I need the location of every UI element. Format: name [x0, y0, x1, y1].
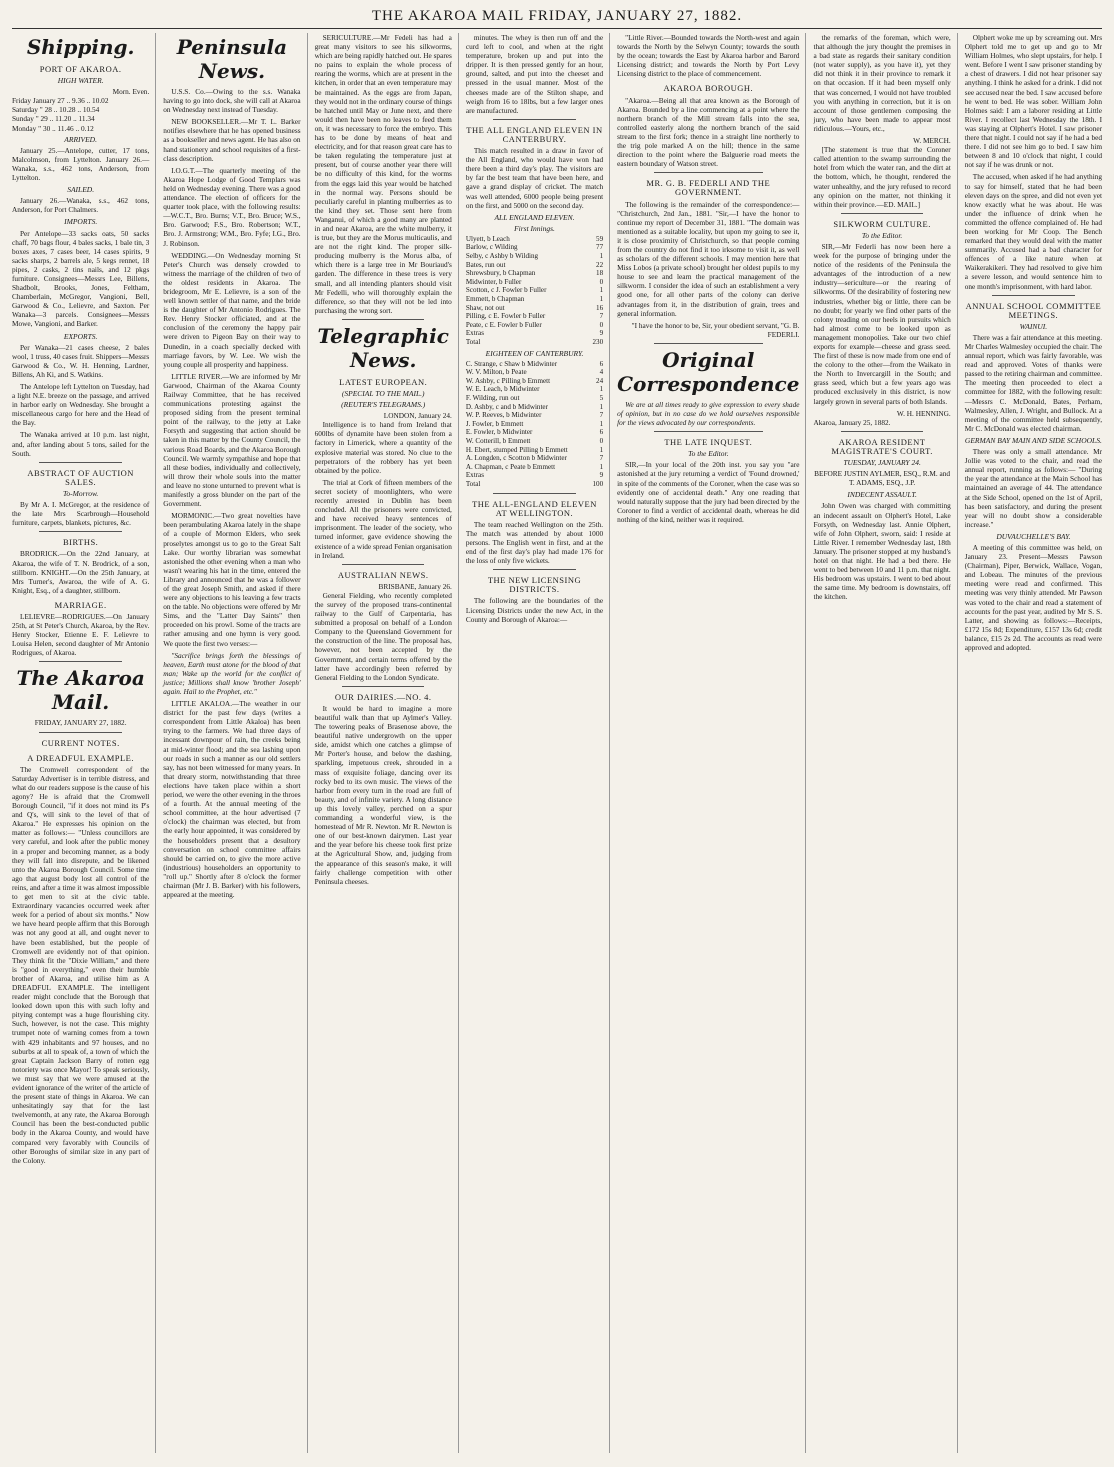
- player-name: W. P. Reeves, b Midwinter: [465, 411, 542, 420]
- divider: [493, 569, 575, 570]
- player-score: 7: [599, 454, 604, 463]
- sericulture-text: SERICULTURE.—Mr Fedeli has had a great many visitors to see his silkworms, which are being rapidly hatched out. He spares no pains to explain the whole process of rearing the worms, which are at present in the kitchen, in order that an even temperature may be maintained. As the eggs are from Japan, they would not in the ordinary course of things be hatched until May or June next, and there would then have been no leaves to feed them on, it was necessary to force the embryo. This has to be done by means of heat and electricity, and for that reason great care has to be taken regulating the temperature just at present, but of course another year there will be no difficulty of this kind, for the worms from the eggs laid this year would be hatched in the normal way. Persons should be peculiarly careful in planting mulberries as to the kind they set. Those sent here from Wanganui, of which a good many are planted in and near Akaroa, are the white mulberry, it is true, but they are the Morus multicaulis, and are not the right kind. The proper silk-producing mulberry is the Morus alba, of which there is a large tree in Mr Bouriaud's garden. The difference in these trees is very small, and all intending planters should visit Mr Fedelli, who will thoroughly explain the difference, so that they will not be led into purchasing the wrong sort.: [314, 33, 452, 315]
- eleven-text: This match resulted in a draw in favor of the All England, who would have won had there been a third day's play. The visitors are by far the best team that have been here, and gave a grand display of cricket. The match was well attended, 6000 people being present on the first, and 5000 on the second day.: [465, 146, 604, 210]
- player-score: 5: [599, 394, 604, 403]
- court-text: John Owen was charged with committing an indecent assault on Olphert's Hotel, Lake Forsyth, on Wednesday last. Annie Olphert, wife of John Olphert, sworn, said: I reside at Little River. I remember Wednesday last, 18th January. The prisoner stopped at my husband's hotel on that night. He had a bed there. He went to bed between 10 and 11 p.m. that night. His bedroom was upstairs. I went to bed about the same time. My bedroom is downstairs, off the kitchen.: [813, 501, 951, 602]
- dairies-heading: OUR DAIRIES.—NO. 4.: [334, 691, 432, 702]
- hymn-verses: "Sacrifice brings forth the blessings of heaven, Earth must atone for the blood of that man; Wake up the world for the conflict of justice; Millions shall know 'brother Joseph' again. Hail to the Prophet, etc.": [163, 650, 301, 696]
- tide-heading: HIGH WATER.: [57, 76, 104, 86]
- news-item: I.O.G.T.—The quarterly meeting of the Akaroa Hope Lodge of Good Templars was held on Wednesday evening. There was a good attendance. The election of officers for the quarter took place, with the following results:—W.C.T., Bro. Burns; V.T., Bro. Bruce; W.S., Bro. Garwood; F.S., Bro. Robertson; W.T., Bro. J. Armstrong; W.M., Bro. Fyfe; I.G., Bro. J. Robinson.: [163, 165, 301, 248]
- divider: [493, 119, 575, 120]
- player-name: J. Fowler, b Emmett: [465, 419, 524, 428]
- column-6: [813, 33, 957, 1453]
- court-heading: AKAROA RESIDENT MAGISTRATE'S COURT.: [831, 436, 933, 456]
- player-name: Ulyett, b Leach: [465, 234, 510, 243]
- score-row: [466, 261, 603, 270]
- player-score: 1: [599, 462, 604, 471]
- player-name: Bates, run out: [465, 260, 506, 269]
- score-row: [466, 437, 603, 446]
- issue-date: FRIDAY, JANUARY 27, 1882.: [34, 718, 127, 728]
- score-row: [466, 269, 603, 278]
- player-score: 9: [599, 329, 604, 338]
- score-row: [466, 295, 603, 304]
- wanaka-text: The Wanaka arrived at 10 p.m. last night, and, after landing about 5 tons, sailed for the South.: [12, 430, 150, 458]
- court-verdict: The accused, when asked if he had anything to say for himself, stated that he had been eleven days on the spree, and did not even yet know exactly what he was about. He was under the influence of drink when he committed the offence complained of. He had been working for Mr Coop. The Bench remarked that they would deal with the matter summarily. Accused had a bad character for offences of a like nature when at Waikerakikeri. They had resolved to give him a severe lesson, and would sentence him to one month's imprisonment, with hard labor.: [964, 172, 1103, 291]
- arrived-text: January 25.—Antelope, cutter, 17 tons, Malcolmson, from Lyttelton. January 26.—Wanaka, s.s., 462 tons, Anderson, from Lyttelton.: [12, 145, 150, 183]
- player-score: 0: [599, 437, 604, 446]
- player-name: Selby, c Ashby b Wilding: [465, 252, 539, 261]
- little-river-text: "Little River.—Bounded towards the North-west and again towards the North by the Selwyn County; towards the south by the ocean; towards the East by Akaroa harbor and Barord Licensing district; and towards the North by Port Levy Licensing district to the place of commencement.: [617, 33, 800, 79]
- divider: [342, 686, 424, 687]
- tide-row: Monday " 30 .. 11.46 .. 0.12: [12, 123, 94, 133]
- imports-text: Per Antelope—33 sacks oats, 50 sacks chaff, 70 bags flour, 4 bales sacks, 1 bale tin, 3 boxes axes, 7 cases beer, 14 cases spirits, 9 sacks sharps, 2 barrels ale, 5 kegs rennet, 18 pipes, 2 casks, 2 tins nails, and 12 pkgs furniture. Consignees—Messrs Lee, Billens, Shadbolt, Brooks, Jones, Feltham, Chamberlain, McGregor, Vangioni, Bell, Garwood & Co., Lelievre, and Saxton. Per Wanaka—3 parcels. Consignees—Messrs Mowe, Vangioni, and Barker.: [12, 228, 150, 329]
- column-5: [617, 33, 806, 1453]
- player-name: F. Wilding, run out: [465, 394, 520, 403]
- australian-text: General Fielding, who recently completed the survey of the proposed trans-continental railway to the Gulf of Carpentaria, has submitted a proposal on behalf of a London Company to the Queensland Government for the construction of the line. The proposal has, however, not been accepted by the Government, and certain terms offered by the latter have accordingly been referred by General Fielding to the London Syndicate.: [314, 590, 452, 682]
- score-row: [466, 411, 603, 420]
- player-name: Extras: [465, 471, 484, 480]
- marriage-heading: MARRIAGE.: [54, 599, 107, 610]
- arrived-heading: ARRIVED.: [64, 134, 97, 144]
- divider: [841, 213, 923, 214]
- fedeli-text: The following is the remainder of the correspondence:— "Christchurch, 2nd Jan., 1881. "Sir,—I have the honor to continue my report of December 31, 1881. "The domain was mentioned as a suitable locality, but upon my going to see it, it is close proximity of Christchurch, so that people coming from the country do not find it too irksome to visit it, as well as scholars of the different schools. I may mention here that Miss Lobos (a private school) brought her oldest pupils to my house to see and learn the practical management of the silkworm. I consider the idea of such an establishment a very good one, for all other parts of the colony can derive advantages from it, in the distribution of grain, trees and general information.: [617, 199, 800, 318]
- player-name: W. E. Leach, b Midwinter: [465, 385, 540, 394]
- duvauchelle-heading: DUVAUCHELLE'S BAY.: [996, 531, 1071, 541]
- player-score: 6: [599, 359, 604, 368]
- fedeli-heading: MR. G. B. FEDERLI AND THE GOVERNMENT.: [646, 178, 771, 198]
- licensing-heading: THE NEW LICENSING DISTRICTS.: [487, 575, 582, 595]
- player-score: 4: [599, 368, 604, 377]
- player-score: 1: [599, 252, 604, 261]
- first-innings-heading: First Innings.: [514, 223, 555, 233]
- all-england-heading: ALL ENGLAND ELEVEN.: [494, 212, 575, 222]
- auction-subheading: To-Morrow.: [62, 488, 99, 498]
- exports-text: Per Wanaka—21 cases cheese, 2 bales wool, 1 truss, 40 cases fruit. Shippers—Messrs Garwood & Co., W. H. Henning, Lardner, Billens, Ah Ki, and S. Watkins.: [12, 342, 150, 379]
- german-bay-text: There was only a small attendance. Mr Jollie was voted to the chair, and read the annual report, running as follows:— "During the year the attendance at the Main School has maintained an average of 44. The attendance at the Side School, opened on the 1st of April, has been satisfactory, and during the present year will no doubt show a considerable increase.": [964, 447, 1103, 529]
- school-meetings-heading: ANNUAL SCHOOL COMMITTEE MEETINGS.: [965, 300, 1102, 320]
- births-text: BRODRICK.—On the 22nd January, at Akaroa, the wife of T. N. Brodrick, of a son, stillborn. KNIGHT.—On the 25th January, at Mrs Turner's, Awaroa, the wife of A. G. Knight, Esq., of a daughter, stillborn.: [12, 549, 150, 595]
- player-name: Peate, c E. Fowler b Fuller: [465, 320, 542, 329]
- wainui-text: There was a fair attendance at this meeting. Mr Charles Walmesley occupied the chair. The annual report, which was fairly favorable, was read and approved. Votes of thanks were passed to the retiring chairman and committee. The meeting then proceeded to elect a committee for 1882, with the following result:—Messrs C. McDonald, Bates, Perham, Walmesley, Allen, J. Wright, and Bullock. At a meeting of the committee held subsequently, Mr C. McDonald was elected chairman.: [964, 332, 1103, 433]
- score-row: [466, 471, 603, 480]
- court-bench: BEFORE JUSTIN AYLMER, ESQ., R.M. and T. ADAMS, ESQ., J.P.: [814, 469, 951, 488]
- all-england-scores: [466, 235, 603, 347]
- henning-date: Akaroa, January 25, 1882.: [813, 417, 891, 427]
- columns: [12, 33, 1102, 1453]
- score-row: [466, 463, 603, 472]
- score-row: [466, 377, 603, 386]
- score-row: [466, 446, 603, 455]
- births-heading: BIRTHS.: [62, 537, 99, 548]
- canterbury-heading: EIGHTEEN OF CANTERBURY.: [485, 348, 584, 358]
- australian-heading: AUSTRALIAN NEWS.: [337, 569, 429, 580]
- sailed-heading: SAILED.: [67, 185, 95, 195]
- score-row: [466, 304, 603, 313]
- masthead: THE AKAROA MAIL FRIDAY, JANUARY 27, 1882.: [12, 8, 1102, 29]
- divider: [39, 661, 121, 662]
- player-score: 1: [599, 402, 604, 411]
- news-item: NEW BOOKSELLER.—Mr T. L. Barker notifies elsewhere that he has opened business as a bookseller and news agent. He has also on hand stationery and school requisites of a first-class description.: [163, 117, 301, 163]
- score-row: [466, 321, 603, 330]
- inquest-continued: the remarks of the foreman, which were, that although the jury thought the premises in a bad state as regards their sanitary condition (not water supply), as you have it), yet they did not think it in their province to remark it on that occasion. If it had been myself only that was concerned, I would not have troubled you with anything in correction, but it is on account of those gentlemen composing the jury, who have been made to appear most ridiculous.—Yours, etc.,: [813, 33, 951, 133]
- column-4: [466, 33, 610, 1453]
- inquest-heading: THE LATE INQUEST.: [664, 437, 753, 448]
- score-row: [466, 278, 603, 287]
- borough-text: "Akaroa.—Being all that area known as the Borough of Akaroa. Bounded by a line commencing at a point where the northern branch of the Mill stream falls into the sea, controlled easterly along the northern branch of the said stream to the first fork; thence in a straight line northerly to the trig pole marked A on the hill; thence in the same direction to the point where the Balguerie road meets the eastern boundary of Watson street.: [617, 95, 800, 169]
- player-name: Emmett, b Chapman: [465, 295, 525, 304]
- editor-note: [The statement is true that the Coroner called attention to the swamp surrounding the hotel from which the water ran, and the dirt at the bottom, which, he thought, rendered the water unhealthy, and the jury refused to record any opinion on the matter, not thinking it within their province.—ED. MAIL.]: [813, 145, 951, 209]
- port-heading: PORT OF AKAROA.: [39, 64, 122, 74]
- telegram-text: Intelligence is to hand from Ireland that 600lbs of dynamite have been stolen from a factory in Limerick, where a quantity of the explosive material was stored. No clue to the perpetrators of the robbery has yet been obtained by the police.: [314, 420, 452, 475]
- player-name: Extras: [465, 329, 484, 338]
- score-row: [466, 394, 603, 403]
- canterbury-scores: [466, 360, 603, 489]
- fedeli-signature: "I have the honor to be, Sir, your obedient servant, "G. B. FEDERLI.: [631, 320, 800, 339]
- wellington-text: The team reached Wellington on the 25th. The match was attended by about 1000 persons. The English went in first, and at the end of the first day's play had made 176 for the loss of only five wickets.: [465, 519, 604, 566]
- divider: [654, 343, 763, 344]
- player-score: 16: [596, 303, 604, 312]
- player-score: 1: [599, 286, 604, 295]
- sailed-text: January 26.—Wanaka, s.s., 462 tons, Anderson, for Port Chalmers.: [12, 196, 150, 215]
- news-item: U.S.S. Co.—Owing to the s.s. Wanaka having to go into dock, she will call at Akaroa on Wednesday next instead of Tuesday.: [163, 87, 301, 115]
- divider: [342, 319, 424, 320]
- brisbane-dateline: BRISBANE, January 26.: [378, 581, 452, 591]
- divider: [493, 493, 575, 494]
- player-name: A. Longden, c Scotton b Midwinter: [465, 454, 567, 463]
- tide-columns: Morn. Even.: [112, 87, 150, 97]
- player-score: 77: [596, 243, 604, 252]
- news-item: LITTLE RIVER.—We are informed by Mr Garwood, Chairman of the Akaroa County Railway Committee, that he has received communications protesting against the proposed siding from the present terminal point of the railway, to the jetty at Lake Forsyth and suggesting that action should be taken in this matter by the County Council, the various Road Boards, and the Akaroa Borough Council. We warmly sympathise and hope that all these bodies, individually and collectively, will throw their whole souls into the matter and leave no stone unturned to prevent what is manifestly a gross blunder on the part of the Government.: [163, 371, 301, 509]
- tide-row: Friday January 27 .. 9.36 .. 10.02: [12, 96, 109, 106]
- player-score: 1: [599, 445, 604, 454]
- telegraphic-heading: Telegraphic News.: [317, 323, 449, 372]
- player-name: W. Cotterill, b Emmett: [465, 437, 531, 446]
- player-score: 9: [599, 471, 604, 480]
- telegram-text: The trial at Cork of fifteen members of the secret society of moonlighters, who were recently arrested in Dublin has been concluded. All the prisoners were convicted, and have received heavy sentences of imprisonment. The leader of the society, who turned informer, gave evidence showing the existence of a wide spread Fenian organisation in Ireland.: [314, 477, 452, 560]
- divider: [841, 431, 923, 432]
- tide-row: Saturday " 28 .. 10.28 .. 10.54: [12, 105, 100, 115]
- editorial-note: We are at all times ready to give expression to every shade of opinion, but in no case do we hold ourselves responsible for the views advocated by our correspondents.: [617, 399, 800, 428]
- auction-text: By Mr A. I. McGregor, at the residence of the late Mrs Scarbrough—Household furniture, carpets, blankets, pictures, &c.: [12, 500, 150, 528]
- marriage-text: LELIEVRE—RODRIGUES.—On January 25th, at St Peter's Church, Akaroa, by the Rev. Henry Stocker, Etienne E. F. Lelievre to Louisa Helen, second daughter of Mr Antonio Rodrigues, of Akaroa.: [12, 611, 150, 658]
- reuter-note: (REUTER'S TELEGRAMS.): [341, 400, 426, 410]
- silkworm-text: SIR,—Mr Federli has now been here a week for the purpose of bringing under the notice of the residents of the Peninsula the advantages of the introduction of a new industry—sericulture—or the rearing of silkworms. Of the desirability of fostering new industries, whether big or little, there can be no doubt; for yearly we find other parts of the colony treading on our heels in pursuits which had almost come to be looked upon as management monopolies. Take our two chief exports for example—cheese and grass seed. The first of these is now made from one end of the colony to the other—from the Waikato in the North to Invercargill in the South; and grass seed, which but a few years ago was produced exclusively in this district, is now largely grown in several parts of both Islands.: [813, 241, 951, 406]
- divider: [654, 431, 763, 432]
- score-row: [466, 420, 603, 429]
- player-name: Shrewsbury, b Chapman: [465, 269, 536, 278]
- current-notes-heading: CURRENT NOTES.: [41, 737, 120, 748]
- inquest-text: SIR,—In your local of the 20th inst. you say you "are astonished at the jury returning a verdict of 'Found drowned,' in spite of the comments of the Coroner, when the case was so evidently one of accidental death." Any one reading that would naturally suppose that the jury had been directed by the Coroner to find a verdict of accidental death, whereas he did nothing of the kind, neither was it required.: [617, 460, 800, 524]
- player-name: E. Fowler, b Midwinter: [465, 428, 533, 437]
- player-score: 100: [592, 480, 604, 488]
- auction-heading: ABSTRACT OF AUCTION SALES.: [27, 467, 134, 487]
- court-case: INDECENT ASSAULT.: [847, 490, 917, 500]
- column-1: [12, 33, 156, 1453]
- player-name: Scotton, c J. Fowler b Fuller: [465, 286, 547, 295]
- divider: [39, 462, 121, 463]
- player-score: 24: [596, 376, 604, 385]
- cheese-text: minutes. The whey is then run off and the curd left to cool, and when at the right temperature, broken up and put into the dripper. It is then pressed gently for an hour, ground, salted, and put into the cheeset and pressed in the usual manner. Most of the cheeses made are of the Stilton shape, and weigh from 16 to 18lbs, but a few larger ones are manufactured.: [465, 33, 604, 115]
- special-note: (SPECIAL TO THE MAIL.): [341, 389, 425, 398]
- example-text: The Cromwell correspondent of the Saturday Advertiser is in terrible distress, and what do our readers suppose is the cause of his agony? He is afraid that the Cromwell Borough Council, "if it does not mind its P's and Q's, will sink to the level of that of Akaroa." He expresses his opinion on the matter as follows:— "Unless councillors are very careful, and look after the public money in a proper and becoming manner, as a body they will fall into disrepute, and be likened unto the Akaroa Borough Council. Some time ago that august body lost all control of the reins, and after a time it was almost impossible to get men to sit at the civic table. Extraordinary vacancies occurred week after week for a period of about six months." Now we have heard people affirm that this Borough was not any good at all, and ought never to have been established, but the people of Cromwell are evidently not of that opinion. They think fit the "Dixie William," and there is "good in everything," even their humble brother of Akaroa, and utilise him as A DREADFUL EXAMPLE. The intelligent reader might conclude that the Borough that looked down upon this with such lofty and pitying contempt was a huge flourishing city. Such, however, is not the case. This mighty trumpet note of warning comes from a town with 429 inhabitants and 97 houses, and no suburbs at all to speak of, a town of which the great Captain Jackson Barry of rotten egg notoriety was once Mayor! To speak seriously, we must say that we were amused at the evident ignorance of the writer of the article of the present state of things in Akaroa. We can unhesitatingly say that for the last twelvemonth, at any rate, the Akaroa Borough Council has been the best-conducted public body in the Akaroa County, and would have compared very favorably with Councils of other Boroughs of similar size in any part of the Colony.: [12, 764, 150, 1165]
- player-name: W. V. Milton, b Peate: [465, 368, 527, 377]
- player-name: A. Chapman, c Peate b Emmett: [465, 462, 556, 471]
- player-score: 59: [596, 234, 604, 243]
- inquest-subheading: To the Editor.: [688, 449, 729, 459]
- london-dateline: LONDON, January 24.: [383, 411, 452, 421]
- latest-european-heading: LATEST EUROPEAN.: [339, 376, 428, 387]
- score-row: [466, 360, 603, 369]
- player-score: 18: [596, 269, 604, 278]
- player-score: 7: [599, 411, 604, 420]
- peninsula-heading: Peninsula News.: [176, 35, 288, 83]
- eleven-heading: THE ALL ENGLAND ELEVEN IN CANTERBURY.: [466, 124, 603, 144]
- player-name: C. Strange, c Shaw b Midwinter: [465, 359, 558, 368]
- player-name: H. Ebert, stumped Pilling b Emmett: [465, 445, 568, 454]
- dairies-text: It would be hard to imagine a more beautiful walk than that up Aylmer's Valley. The towering peaks of Brasenose above, the beautiful native undergrowth on the upper side, amidst which one catches a glimpse of Mr Porter's house, and below the dashing, sparkling, impetuous creek, shrouded in a mass of exquisite foliage, dancing over its rocky bed to its own music. The views of the harbor from every turn in the road are full of beauty, and of infinite variety. A long distance up this lovely valley, perched on a spur commanding a wonderful view, is the homestead of Mr R. Newton. Mr R. Newton is one of our best-known dairymen. Last year and the year before his cheese took first prize at the Agricultural Show, and, judging from the appearance of this season's make, it will fairly challenge competition with other Peninsula cheeses.: [314, 703, 452, 886]
- player-name: D. Ashby, c and b Midwinter: [465, 402, 548, 411]
- column-3: [315, 33, 459, 1453]
- divider: [342, 564, 424, 565]
- borough-heading: AKAROA BOROUGH.: [663, 83, 754, 94]
- player-name: Total: [465, 338, 481, 346]
- player-score: 7: [599, 312, 604, 321]
- score-row: [466, 454, 603, 463]
- score-row: [466, 368, 603, 377]
- news-item: WEDDING.—On Wednesday morning St Peter's Church was densely crowded to witness the marriage of the children of two of the oldest residents in Akaroa. The bridegroom, Mr E. Lelievre, is a son of the well known settler of that name, and the bride is the daughter of Mr Antonio Rodrigues. The Rev. Henry Stocker officiated, and at the conclusion of the ceremony the happy pair were driven to Pigeon Bay on their way to Dunedin, in a coach specially decked with marriage favors, by W. Lee. We wish the young couple all prosperity and happiness.: [163, 250, 301, 369]
- score-row: [466, 252, 603, 261]
- player-name: Midwinter, b Fuller: [465, 277, 522, 286]
- player-score: 0: [599, 320, 604, 329]
- antelope-text: The Antelope left Lyttelton on Tuesday, had a light N.E. breeze on the passage, and arrived in harbor early on Wednesday. She brought a miscellaneous cargo for here and the Head of the Bay.: [12, 382, 150, 428]
- court-date: TUESDAY, JANUARY 24.: [843, 458, 921, 468]
- silkworm-heading: SILKWORM CULTURE.: [833, 218, 931, 229]
- divider: [39, 531, 121, 532]
- score-row: [466, 480, 603, 489]
- imports-heading: IMPORTS.: [64, 217, 98, 227]
- score-row: [466, 385, 603, 394]
- german-bay-heading: GERMAN BAY MAIN AND SIDE SCHOOLS.: [964, 435, 1102, 445]
- score-row: [466, 243, 603, 252]
- player-score: 22: [596, 260, 604, 269]
- player-name: Total: [465, 480, 481, 488]
- player-name: Barlow, c Wilding: [465, 243, 518, 252]
- score-row: [466, 428, 603, 437]
- player-score: 6: [599, 428, 604, 437]
- licensing-text: The following are the boundaries of the Licensing Districts under the new Act, in the County and Borough of Akaroa:—: [465, 596, 604, 624]
- player-score: 1: [599, 419, 604, 428]
- column-2: [163, 33, 307, 1453]
- henning-signature: W. H. HENNING.: [896, 408, 951, 418]
- score-row: [466, 312, 603, 321]
- tide-row: Sunday " 29 .. 11.20 .. 11.34: [12, 114, 95, 124]
- news-item: LITTLE AKALOA.—The weather in our district for the past few days (writes a correspondent from Little Akaloa) has been trying to the farmers. We had three days of incessant downpour of rain, the creeks being at mid-winter flood; and the sea lashing upon our roads in such a manner as our old settlers say, has not been witnessed for many years. In that dreary storm, notwithstanding that three elections have taken place within a short period, we were the other evening in the throes of a fourth. At the annual meeting of the school committee, at the hour advertised (7 o'clock) the chairman was elected, but from the early hour appointed, it was considered by the householders present that a desultory conversation on school committee affairs should be carried on, to give the more active (industrious) householders an opportunity to "roll up." Shortly after 8 o'clock the former chairman (Mr J. B. Barker) with his followers, appeared at the meeting.: [163, 699, 301, 900]
- shipping-heading: Shipping.: [26, 35, 135, 59]
- divider: [39, 732, 121, 733]
- news-item: MORMONIC.—Two great novelties have been perambulating Akaroa lately in the shape of a couple of Mormon Elders, who seek proselytes amongst us to go to the Great Salt Lake. Our worthy librarian was somewhat astonished the other evening when a man who wasn't wearing his hat in the time, entered the Library and announced that he was a follower of the great Joseph Smith, and asked if there were any objections to his leaving a few tracts on the table. No objections were offered by Mr Sims, and the "Latter Day Saints" then proceeded on his prowl. Some of the tracts are rather amusing and one hymn is very good. We quote the first two verses:—: [163, 511, 301, 648]
- silkworm-subheading: To the Editor.: [861, 230, 903, 240]
- score-row: [466, 338, 603, 347]
- court-continued: Olphert woke me up by screaming out. Mrs Olphert told me to get up and go to Mr William Holmes, who slept upstairs, for help. I went. Before I went I saw prisoner standing by a chest of drawers. I did not hear prisoner say anything. I think he asked for a drink. I did not see accused near the bed. I saw accused before he went to bed. He was sober. William John Holmes said: I am a laborer residing at Little River. I recollect last Wednesday the 18th. I was staying at Olphert's Hotel. I saw prisoner there that night. I could not say if he had a bed there. I did not see him go to bed. I saw him between 8 and 10 o'clock that night, I could not say if he was drunk or not.: [964, 33, 1103, 170]
- player-name: W. Ashby, c Pilling b Emmett: [465, 376, 551, 385]
- score-row: [466, 235, 603, 244]
- column-7: [965, 33, 1102, 1453]
- akaroa-mail-title: The Akaroa Mail.: [16, 666, 145, 715]
- merch-signature: W. MERCH.: [913, 136, 951, 146]
- divider: [654, 172, 763, 173]
- player-score: 0: [599, 277, 604, 286]
- score-row: [466, 403, 603, 412]
- player-score: 1: [599, 295, 604, 304]
- score-row: [466, 286, 603, 295]
- example-heading: A DREADFUL EXAMPLE.: [27, 752, 134, 763]
- duvauchelle-text: A meeting of this committee was held, on January 23. Present—Messrs Pawson (Chairman), Piper, Berwick, Wallace, Vogan, and Lobeau. The minutes of the previous meeting were read and confirmed. This meeting was very thinly attended. Mr Pawson was voted to the chair and read a statement of accounts for the past year, audited by Mr S. S. Latter, and showing as follows:—Receipts, £172 15s 8d; Expenditure, £157 13s 6d; credit balance, £15 2s 2d. The accounts as read were approved and adopted.: [964, 542, 1103, 652]
- exports-heading: EXPORTS.: [63, 331, 98, 341]
- original-correspondence-heading: Original Correspondence: [617, 347, 800, 396]
- player-score: 1: [599, 385, 604, 394]
- player-name: Pilling, c E. Fowler b Fuller: [465, 312, 546, 321]
- wellington-heading: THE ALL-ENGLAND ELEVEN AT WELLINGTON.: [472, 498, 597, 518]
- divider: [992, 295, 1074, 296]
- score-row: [466, 329, 603, 338]
- player-name: Shaw, not out: [465, 303, 505, 312]
- player-score: 230: [592, 338, 604, 346]
- wainui-heading: WAINUI.: [1019, 321, 1048, 331]
